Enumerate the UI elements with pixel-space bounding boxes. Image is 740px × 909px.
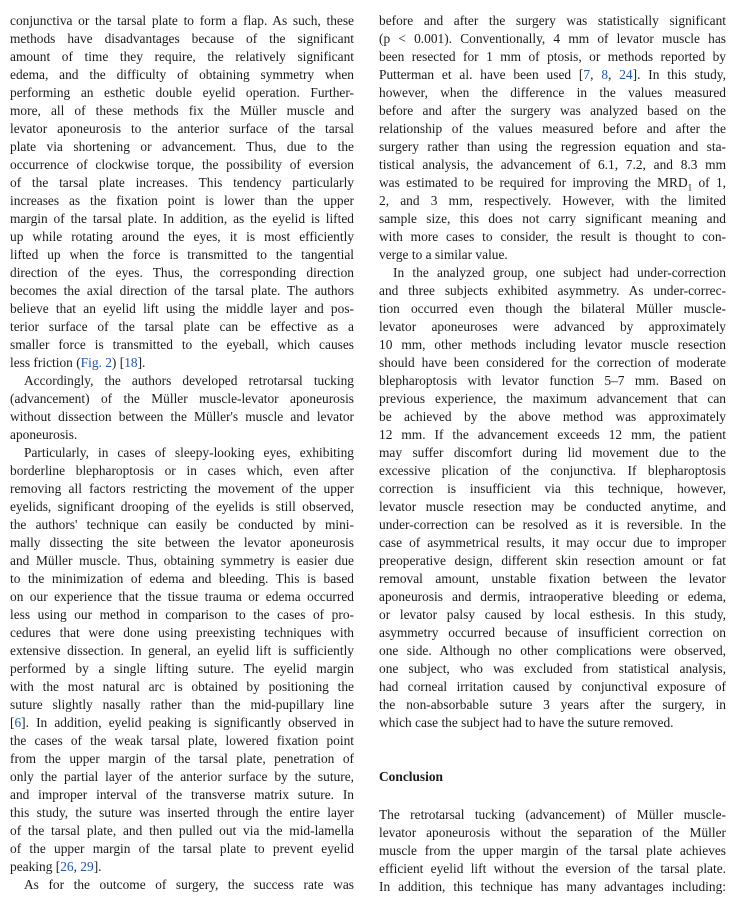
text-line: terior surface of the tarsal plate can be effective as a bbox=[10, 319, 354, 334]
text-line: margin of the tarsal plate. In addition, as the eyelid is lifted bbox=[10, 211, 354, 226]
text-line: and improper interval of the transverse matrix suture. In bbox=[10, 787, 354, 802]
text-line: (advancement) of the Müller muscle-levator aponeurosis bbox=[10, 391, 354, 406]
text-line: (p < 0.001). Conventionally, 4 mm of levator muscle has bbox=[379, 31, 726, 46]
text-line: only the partial layer of the anterior surface by the suture, bbox=[10, 769, 354, 784]
text-fragment: ]. bbox=[93, 859, 102, 874]
text-fragment: Putterman et al. have been used [ bbox=[379, 67, 584, 82]
text-fragment: , bbox=[590, 67, 602, 82]
text-line: cedures that were done using preexisting techniques with bbox=[10, 625, 354, 640]
text-line: 10 mm, other methods including levator muscle resection bbox=[379, 337, 726, 352]
text-line: be achieved by the above method was approximately bbox=[379, 409, 726, 424]
text-line: 2, and 3 mm, respectively. However, with the limited bbox=[379, 193, 726, 208]
text-line: and Müller muscle. Thus, obtaining symmetry is easier due bbox=[10, 553, 354, 568]
text-line: more, all of these methods fix the Müller muscle and bbox=[10, 103, 354, 118]
text-line: The retrotarsal tucking (advancement) of Müller muscle- bbox=[379, 807, 726, 822]
text-line: excessive plication of the conjunctiva. If blepharoptosis bbox=[379, 463, 726, 478]
text-line: the cases of the weak tarsal plate, lowered fixation point bbox=[10, 733, 354, 748]
text-line: case of asymmetrical results, it may occur due to improper bbox=[379, 535, 726, 550]
text-line: correction is insufficient via this technique, however, bbox=[379, 481, 726, 496]
citation-link-8[interactable]: 8 bbox=[601, 67, 609, 82]
conclusion-heading: Conclusion bbox=[379, 769, 443, 784]
text-line: levator aponeurosis without the separation of the Müller bbox=[379, 825, 726, 840]
text-line: In addition, this technique has many advantages including: bbox=[379, 879, 726, 894]
text-line-with-refs bbox=[10, 858, 354, 876]
text-fragment: ]. In addition, eyelid peaking is significantly observed in bbox=[21, 715, 354, 730]
citation-link-29[interactable]: 29 bbox=[80, 859, 94, 874]
text-line: however, when the difference in the values measured bbox=[379, 85, 726, 100]
text-line: less using our method in comparison to the cases of pro- bbox=[10, 607, 354, 622]
text-line: lifted up when the force is transmitted to the tangential bbox=[10, 247, 354, 262]
text-line: occurrence of clockwise torque, the possibility of eversion bbox=[10, 157, 354, 172]
section-spacer bbox=[379, 732, 726, 768]
text-fragment: ]. bbox=[137, 355, 146, 370]
text-line: one subject, who was excluded from statistical analysis, bbox=[379, 661, 726, 676]
text-line: blepharoptosis with levator function 5–7 mm. Based on bbox=[379, 373, 726, 388]
left-text-column bbox=[10, 12, 354, 894]
text-line-mrd bbox=[379, 174, 726, 192]
text-line: should have been considered for the correction of moderate bbox=[379, 355, 726, 370]
text-line: extensive dissection. In general, an eyelid lift is sufficiently bbox=[10, 643, 354, 658]
text-line: on our experience that the tissue trauma or edema occurred bbox=[10, 589, 354, 604]
text-fragment: less friction ( bbox=[10, 355, 81, 370]
text-fragment: , bbox=[608, 67, 620, 82]
text-line: performing an esthetic double eyelid operation. Further- bbox=[10, 85, 354, 100]
text-line: previous experience, the maximum advancement that can bbox=[379, 391, 726, 406]
text-fragment: peaking [ bbox=[10, 859, 61, 874]
text-line: direction of the eyes. Thus, the corresponding direction bbox=[10, 265, 354, 280]
text-line: sample size, this does not carry significant meaning and bbox=[379, 211, 726, 226]
text-line: preoperative design, different skin resection amount or fat bbox=[379, 553, 726, 568]
text-line: of the upper margin of the tarsal plate to prevent eyelid bbox=[10, 841, 354, 856]
text-line: without dissection between the Müller's muscle and levator bbox=[10, 409, 354, 424]
right-text-column bbox=[379, 12, 726, 896]
text-fragment: , bbox=[73, 859, 81, 874]
text-line: muscle from the upper margin of the tarsal plate achieves bbox=[379, 843, 726, 858]
text-line: with the most natural arc is obtained by positioning the bbox=[10, 679, 354, 694]
text-line: the non-absorbable suture 3 years after the surgery, in bbox=[379, 697, 726, 712]
text-line: performed by a single lifting suture. The eyelid margin bbox=[10, 661, 354, 676]
mrd-subscript: 1 bbox=[687, 182, 693, 192]
figure-2-link[interactable]: Fig. 2 bbox=[80, 355, 112, 370]
text-line: plate via shortening or advancement. Thus, due to the bbox=[10, 139, 354, 154]
text-line: Particularly, in cases of sleepy-looking eyes, exhibiting bbox=[24, 445, 354, 460]
text-line: before and after the surgery was analyzed based on the bbox=[379, 103, 726, 118]
text-line: methods have disadvantages because of the significant bbox=[10, 31, 354, 46]
text-line: removal amount, unstable fixation between the levator bbox=[379, 571, 726, 586]
text-line: may suffer discomfort during lid movement due to the bbox=[379, 445, 726, 460]
text-line: removing all factors restricting the movement of the upper bbox=[10, 481, 354, 496]
section-spacer bbox=[379, 786, 726, 806]
text-line-with-refs bbox=[10, 714, 354, 732]
text-line: becomes the axial direction of the tarsal plate. The authors bbox=[10, 283, 354, 298]
text-line: tistical analysis, the advancement of 6.1, 7.2, and 8.3 mm bbox=[379, 157, 726, 172]
text-line: of the tarsal plate increases. This tendency particularly bbox=[10, 175, 354, 190]
text-line: under-correction can be resolved as it is reversible. In the bbox=[379, 517, 726, 532]
text-line: borderline blepharoptosis or in cases which, even after bbox=[10, 463, 354, 478]
text-line: the authors' technique can easily be conducted by mini- bbox=[10, 517, 354, 532]
text-line: aponeurosis. bbox=[10, 427, 78, 442]
text-fragment: of 1, bbox=[692, 175, 726, 190]
text-line: been resected for 1 mm of ptosis, or methods reported by bbox=[379, 49, 726, 64]
text-line: amount of time they require, the relatively significant bbox=[10, 49, 354, 64]
citation-link-18[interactable]: 18 bbox=[124, 355, 138, 370]
text-line: surgery rather than using the regression equation and sta- bbox=[379, 139, 726, 154]
text-line: suture slightly nasally rather than the mid-pupillary line bbox=[10, 697, 354, 712]
text-fragment: was estimated to be required for improving the MRD bbox=[379, 175, 688, 190]
text-line: 12 mm. If the advancement exceeds 12 mm, the patient bbox=[379, 427, 726, 442]
text-line: relationship of the values measured before and after the bbox=[379, 121, 726, 136]
text-line: increases as the fixation point is lower than the upper bbox=[10, 193, 354, 208]
text-line: or levator palsy caused by local esthesis. In this study, bbox=[379, 607, 726, 622]
text-line: edema, and the difficulty of obtaining symmetry when bbox=[10, 67, 354, 82]
text-line: mally dissecting the site between the levator aponeurosis bbox=[10, 535, 354, 550]
text-line: this study, the suture was inserted through the entire layer bbox=[10, 805, 354, 820]
text-line: one side. Although no other complications were observed, bbox=[379, 643, 726, 658]
text-line: levator aponeuroses were advanced by approximately bbox=[379, 319, 726, 334]
text-line: tion occurred even though the bilateral Müller muscle- bbox=[379, 301, 726, 316]
text-line: had corneal irritation caused by conjunctival exposure of bbox=[379, 679, 726, 694]
text-line: As for the outcome of surgery, the success rate was bbox=[24, 877, 354, 892]
text-line: which case the subject had to have the suture removed. bbox=[379, 715, 674, 730]
citation-link-7[interactable]: 7 bbox=[583, 67, 591, 82]
text-line: asymmetry occurred because of insufficient correction on bbox=[379, 625, 726, 640]
text-line: believe that an eyelid lift using the middle layer and pos- bbox=[10, 301, 354, 316]
text-line-with-refs bbox=[379, 66, 726, 84]
text-line: aponeurosis and dermis, intraoperative bleeding or edema, bbox=[379, 589, 726, 604]
text-line: eyelids, significant drooping of the eyelids is still observed, bbox=[10, 499, 354, 514]
text-line: smaller force is transmitted to the eyeball, which causes bbox=[10, 337, 354, 352]
text-line: Accordingly, the authors developed retrotarsal tucking bbox=[24, 373, 354, 388]
text-line: efficient eyelid lift without the eversion of the tarsal plate. bbox=[379, 861, 726, 876]
text-line: of the tarsal plate, and then pulled out via the mid-lamella bbox=[10, 823, 354, 838]
text-line: levator aponeurosis to the anterior surface of the tarsal bbox=[10, 121, 354, 136]
text-line: to the minimization of edema and bleeding. This is based bbox=[10, 571, 354, 586]
text-line: from the upper margin of the tarsal plate, penetration of bbox=[10, 751, 354, 766]
citation-link-26[interactable]: 26 bbox=[60, 859, 74, 874]
text-line: and three subjects exhibited asymmetry. As under-correc- bbox=[379, 283, 726, 298]
text-fragment: ]. In this study, bbox=[632, 67, 726, 82]
text-line: before and after the surgery was statistically significant bbox=[379, 13, 726, 28]
text-line: verge to a similar value. bbox=[379, 247, 508, 262]
text-fragment: ) [ bbox=[111, 355, 125, 370]
text-line: up while rotating around the eyes, it is most efficiently bbox=[10, 229, 354, 244]
text-fragment: [ bbox=[10, 715, 15, 730]
text-line: with more cases to consider, the result is thought to con- bbox=[379, 229, 726, 244]
text-line: conjunctiva or the tarsal plate to form a flap. As such, these bbox=[10, 13, 354, 28]
text-line-with-refs bbox=[10, 354, 354, 372]
citation-link-6[interactable]: 6 bbox=[14, 715, 22, 730]
text-line: levator muscle resection may be conducted anytime, and bbox=[379, 499, 726, 514]
citation-link-24[interactable]: 24 bbox=[619, 67, 633, 82]
text-line: In the analyzed group, one subject had under-correction bbox=[393, 265, 726, 280]
